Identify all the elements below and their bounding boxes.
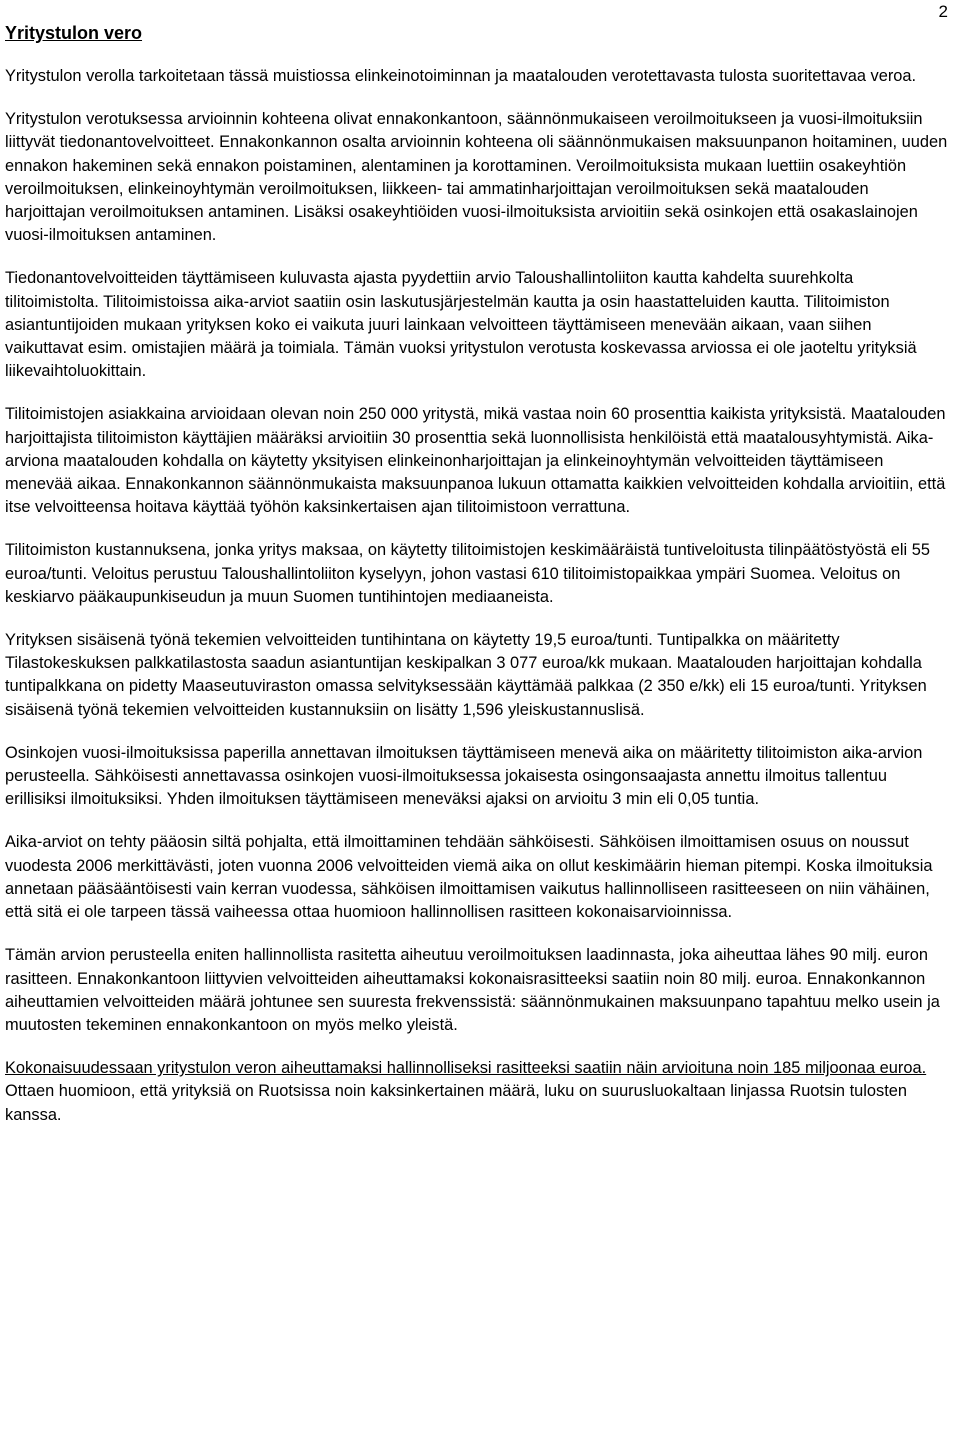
paragraph-burden-breakdown: Tämän arvion perusteella eniten hallinnollista rasitetta aiheutuu veroilmoituksen laadinnasta, joka aiheuttaa lähes 90 milj. euron rasitteen. Ennakonkantoon liittyvien velvoitteiden aiheuttamaksi kokonaisrasitteeksi saatiin noin 80 milj. euroa. Ennakonkannon aiheuttamien velvoitteiden määrä johtunee sen suuresta frekvenssistä: säännönmukainen maksuunpano tapahtuu melko usein ja muutosten tekeminen ennakonkantoon on myös melko yleistä. [5, 946, 940, 1034]
section-title: Yritystulon vero [5, 23, 143, 43]
total-burden-comparison: Ottaen huomioon, että yrityksiä on Ruotsissa noin kaksinkertainen määrä, luku on suurusluokaltaan linjassa Ruotsin tulosten kanssa. [5, 1082, 907, 1124]
paragraph-electronic-filing: Aika-arviot on tehty pääosin siltä pohjalta, että ilmoittaminen tehdään sähköisesti. Sähköisen ilmoittamisen osuus on noussut vuodesta 2006 merkittävästi, joten vuonna 2006 velvoitteiden viemä aika on ollut keskimäärin hieman pitempi. Koska ilmoituksia annetaan pääsääntöisesti vain kerran vuodessa, sähköisen ilmoittamisen vaikutus hallinnolliseen rasitteeseen on niin vähäinen, että sitä ei ole tarpeen tässä vaiheessa ottaa huomioon hallinnollisen rasitteen kokonaisarvioinnissa. [5, 833, 933, 922]
document-body [5, 20, 950, 1127]
paragraph-time-estimates: Tiedonantovelvoitteiden täyttämiseen kuluvasta ajasta pyydettiin arvio Taloushallintoliiton kautta kahdelta suurehkolta tilitoimistolta. Tilitoimistoissa aika-arviot saatiin osin laskutusjärjestelmän kautta ja osin haastatteluiden kautta. Tilitoimiston asiantuntijoiden mukaan yrityksen koko ei vaikuta juuri lainkaan velvoitteen täyttämiseen menevään aikaan, vaan siihen vaikuttavat esim. omistajien määrä ja toimiala. Tämän vuoksi yritystulon verotusta koskevassa arviossa ei ole jaoteltu yrityksiä liikevaihtoluokittain. [5, 269, 917, 381]
paragraph-internal-cost: Yrityksen sisäisenä työnä tekemien velvoitteiden tuntihintana on käytetty 19,5 euroa/tunti. Tuntipalkka on määritetty Tilastokeskuksen palkkatilastosta saadun asiantuntijan keskipalkan 3 077 euroa/kk mukaan. Maatalouden harjoittajan kohdalla tuntipalkkana on pidetty Maaseutuviraston omassa selvityksessään käyttämää palkkaa (2 350 e/kk) eli 15 euroa/tunti. Yrityksen sisäisenä työnä tekemien velvoitteiden kustannuksiin on lisätty 1,596 yleiskustannuslisä. [5, 631, 927, 719]
total-burden-underlined: Kokonaisuudessaan yritystulon veron aiheuttamaksi hallinnolliseksi rasitteeksi saatiin näin arvioituna noin 185 miljoonaa euroa. [5, 1059, 927, 1078]
paragraph-client-base: Tilitoimistojen asiakkaina arvioidaan olevan noin 250 000 yritystä, mikä vastaa noin 60 prosenttia kaikista yrityksistä. Maatalouden harjoittajista tilitoimiston käyttäjien määräksi arvioitiin 30 prosenttia sekä luonnollisista henkilöistä että maatalousyhtymistä. Aika-arviona maatalouden kohdalla on käytetty yksityisen elinkeinonharjoittajan ja elinkeinoyhtymän velvoitteiden täyttämiseen menevää aikaa. Ennakonkannon säännönmukaista maksuunpanoa lukuun ottamatta kaikkien velvoitteiden kohdalla arvioitiin, että itse velvoitteensa hoitava käyttää työhön kaksinkertaisen ajan tilitoimistoon verrattuna. [5, 405, 946, 517]
paragraph-assessment-scope: Yritystulon verotuksessa arvioinnin kohteena olivat ennakonkantoon, säännönmukaiseen veroilmoitukseen ja vuosi-ilmoituksiin liittyvät tiedonantovelvoitteet. Ennakonkannon osalta arvioinnin kohteena oli säännönmukaisen maksuunpanon hoitaminen, uuden ennakon hakeminen sekä ennakon poistaminen, alentaminen ja korottaminen. Veroilmoituksista mukaan luettiin osakeyhtiön veroilmoituksen, elinkeinoyhtymän veroilmoituksen, liikkeen- tai ammatinharjoittajan veroilmoituksen sekä maatalouden harjoittajan veroilmoituksen antaminen. Lisäksi osakeyhtiöiden vuosi-ilmoituksista arvioitiin sekä osinkojen että osakaslainojen vuosi-ilmoituksen antaminen. [5, 110, 948, 245]
paragraph-total-burden [5, 1057, 950, 1127]
paragraph-accounting-cost: Tilitoimiston kustannuksena, jonka yritys maksaa, on käytetty tilitoimistojen keskimääräistä tuntiveloitusta tilinpäätöstyöstä eli 55 euroa/tunti. Veloitus perustuu Taloushallintoliiton kyselyyn, johon vastasi 610 tilitoimistopaikkaa ympäri Suomea. Veloitus on keskiarvo pääkaupunkiseudun ja muun Suomen tuntihintojen mediaaneista. [5, 541, 930, 606]
paragraph-dividend-reports: Osinkojen vuosi-ilmoituksissa paperilla annettavan ilmoituksen täyttämiseen menevä aika on määritetty tilitoimiston aika-arvion perusteella. Sähköisesti annettavassa osinkojen vuosi-ilmoituksessa jokaisesta osingonsaajasta annettu ilmoitus tallentuu erillisiksi ilmoituksiksi. Yhden ilmoituksen täyttämiseen meneväksi ajaksi on arvioitu 3 min eli 0,05 tuntia. [5, 743, 923, 809]
paragraph-definition: Yritystulon verolla tarkoitetaan tässä muistiossa elinkeinotoiminnan ja maatalouden verotettavasta tulosta suoritettavaa veroa. [5, 67, 917, 85]
page-number: 2 [938, 2, 948, 21]
